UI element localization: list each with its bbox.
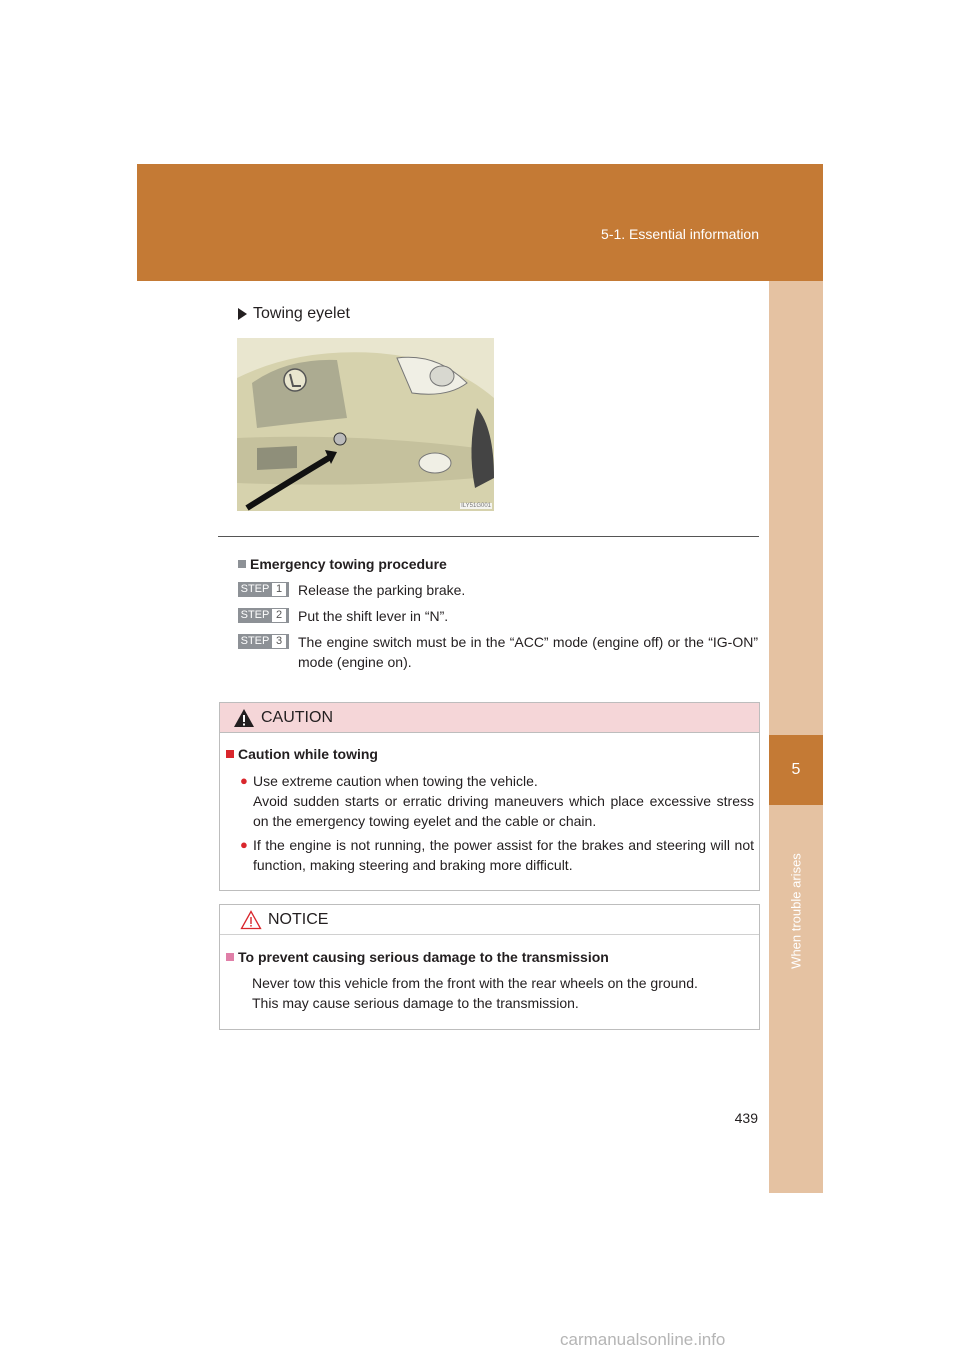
side-tab xyxy=(769,281,823,1193)
caution-heading xyxy=(226,746,378,762)
notice-line-1: Never tow this vehicle from the front with the rear wheels on the ground. xyxy=(252,975,698,991)
caution-box xyxy=(219,702,760,891)
step-text: Release the parking brake. xyxy=(298,582,466,598)
section-title: 5-1. Essential information xyxy=(601,226,759,242)
circle-bullet-icon: ● xyxy=(240,773,248,788)
procedure-heading xyxy=(238,556,447,572)
square-bullet-icon xyxy=(238,560,246,568)
triangle-right-icon xyxy=(238,308,247,320)
caution-title: CAUTION xyxy=(261,708,333,726)
caution-header xyxy=(220,703,759,733)
step-badge: STEP 3 xyxy=(238,634,289,649)
figure-code: ILY51G001 xyxy=(461,503,491,509)
caution-bullet-1: ● Use extreme caution when towing the vehicle. Avoid sudden starts or erratic driving maneuvers which place excessive stress on the emergency towing eyelet and the cable or chain. xyxy=(240,773,754,829)
watermark: carmanualsonline.info xyxy=(560,1330,726,1349)
caution-bullet-2: ● If the engine is not running, the power assist for the brakes and steering will not function, making steering and braking more difficult. xyxy=(240,837,754,873)
square-bullet-icon xyxy=(226,750,234,758)
circle-bullet-icon: ● xyxy=(240,837,248,852)
step-text: Put the shift lever in “N”. xyxy=(298,608,449,624)
chapter-label: When trouble arises xyxy=(788,853,804,969)
page-number: 439 xyxy=(734,1110,758,1126)
section-divider xyxy=(218,536,759,537)
towing-eyelet-illustration xyxy=(237,338,494,511)
step-text: The engine switch must be in the “ACC” mode (engine off) or the “IG-ON” mode (engine on). xyxy=(298,634,758,670)
step-badge: STEP 2 xyxy=(238,608,289,623)
warning-triangle-icon xyxy=(233,708,255,728)
chapter-number: 5 xyxy=(769,735,823,805)
notice-box xyxy=(219,904,760,1030)
header-band xyxy=(137,164,823,281)
warning-outline-icon xyxy=(240,910,262,930)
notice-line-2: This may cause serious damage to the transmission. xyxy=(252,995,579,1011)
notice-heading-text: To prevent causing serious damage to the transmission xyxy=(238,949,609,965)
notice-header xyxy=(220,905,759,935)
procedure-heading-text: Emergency towing procedure xyxy=(250,556,447,572)
caution-heading-text: Caution while towing xyxy=(238,746,378,762)
step-badge: STEP 1 xyxy=(238,582,289,597)
towing-eyelet-heading-text: Towing eyelet xyxy=(253,305,350,322)
square-bullet-icon xyxy=(226,953,234,961)
notice-title: NOTICE xyxy=(268,910,329,928)
car-front-illustration xyxy=(237,338,494,511)
towing-eyelet-heading xyxy=(238,305,350,323)
notice-heading xyxy=(226,949,609,965)
